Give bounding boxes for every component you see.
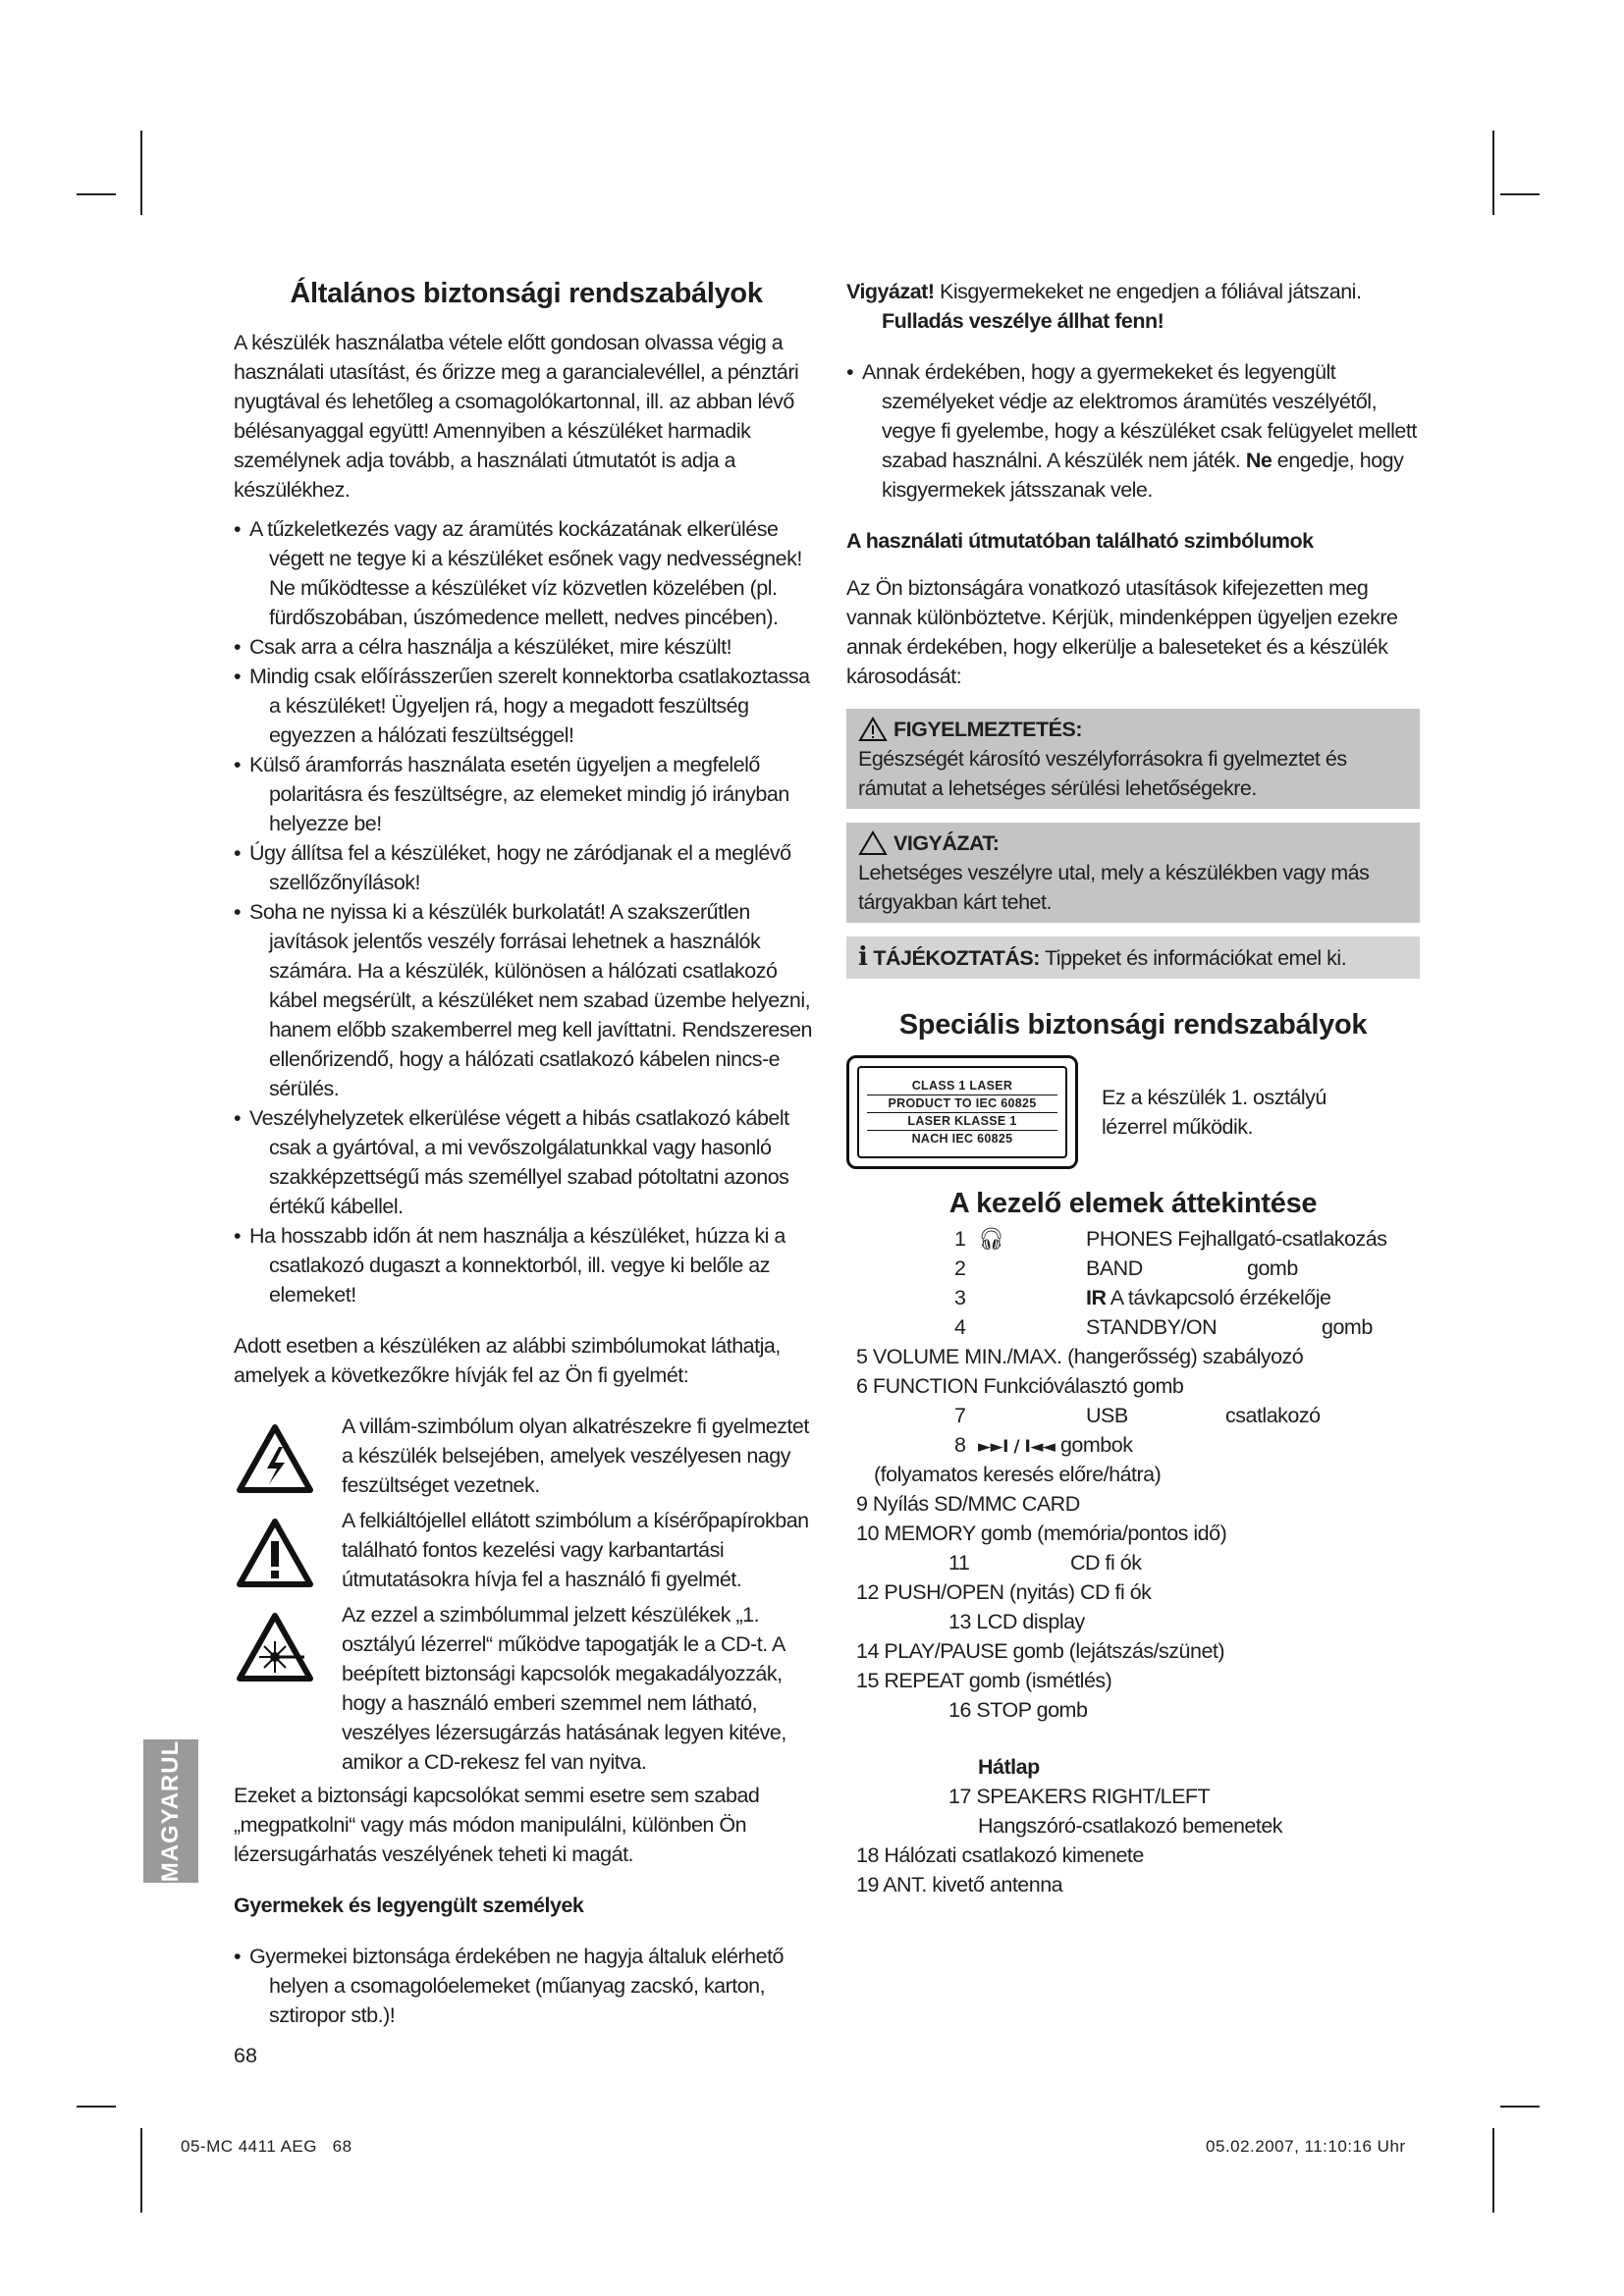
crop-mark — [140, 131, 142, 215]
list-item — [846, 357, 1420, 505]
control-text: 14 PLAY/PAUSE gomb (lejátszás/szünet) — [856, 1639, 1225, 1663]
info-text: Tippeket és információkat emel ki. — [1039, 946, 1347, 970]
special-safety-title: Speciális biztonsági rendszabályok — [898, 1009, 1368, 1041]
warning-text: Egészségét károsító veszélyforrásokra fi gyelmeztet és rámutat a lehetséges sérülési lehetőségekre. — [858, 747, 1347, 800]
control-item — [856, 1342, 1420, 1371]
children-bullet-list — [234, 1942, 819, 2030]
list-item: • Mindig csak előírásszerűen szerelt konnektorba csatlakoztassa a készüléket! Ügyeljen rá, hogy a megadott feszültség egyezzen a hálózati feszültséggel! — [234, 662, 819, 750]
control-text-rest: gombok — [1055, 1433, 1133, 1457]
caution-box-title: VIGYÁZAT: — [893, 831, 1000, 855]
crop-mark — [1492, 2128, 1494, 2213]
control-text: 19 ANT. kivető antenna — [856, 1873, 1063, 1896]
caution-triangle-icon — [858, 830, 888, 856]
control-text: 15 REPEAT gomb (ismétlés) — [856, 1669, 1112, 1692]
laser-label-line: NACH IEC 60825 — [911, 1131, 1013, 1146]
intro-paragraph: A készülék használatba vétele előtt gondosan olvassa végig a használati utasítást, és őrizze meg a garancialevéllel, a pénztári nyugtával és lehetőleg a csomagolókartonnal, ill. az abban lévő bélésanyaggal együtt! Amennyiben a készüléket harmadik személynek adja tovább, a használati útmutatót is adja a készülékhez. — [234, 331, 799, 502]
info-box — [846, 936, 1420, 979]
control-text: 10 MEMORY gomb (memória/pontos idő) — [856, 1522, 1227, 1545]
lightning-warning-icon — [236, 1423, 314, 1502]
info-title: TÁJÉKOZTATÁS: — [873, 946, 1040, 970]
controls-title: A kezelő elemek áttekintése — [948, 1188, 1318, 1219]
interlock-paragraph: Ezeket a biztonsági kapcsolókat semmi esetre sem szabad „megpatkolni“ vagy más módon manipulálni, különben Ön lézersugárhatás veszélyének teheti ki magát. — [234, 1784, 760, 1866]
control-number: 7 — [954, 1404, 966, 1427]
caution-box — [846, 823, 1420, 923]
control-text: gomb — [1322, 1315, 1373, 1339]
controls-list — [856, 1224, 1420, 1899]
info-icon: i — [858, 942, 868, 972]
laser-label-line: CLASS 1 LASER — [867, 1078, 1056, 1095]
control-text — [1086, 1283, 1330, 1312]
control-item — [856, 1401, 1420, 1430]
control-text: PHONES Fejhallgató-csatlakozás — [1086, 1227, 1387, 1251]
laser-row — [846, 1055, 1420, 1169]
symbol-text: A villám-szimbólum olyan alkatrészekre fi gyelmeztet a készülék belsejében, amelyek veszélyesen nagy feszültséget vezetnek. — [342, 1415, 809, 1497]
caution-box-text: Lehetséges veszélyre utal, mely a készülékben vagy más tárgyakban kárt tehet. — [858, 861, 1370, 914]
crop-mark — [1500, 193, 1540, 195]
control-item — [856, 1224, 1420, 1254]
caution-bold: Fulladás veszélye állhat fenn! — [882, 309, 1164, 333]
control-text: STANDBY/ON — [1086, 1315, 1218, 1339]
crop-mark — [140, 2128, 142, 2213]
control-text: 6 FUNCTION Funkcióválasztó gomb — [856, 1374, 1184, 1398]
warning-box-header — [858, 715, 1410, 744]
control-text-rest: A távkapcsoló érzékelője — [1106, 1286, 1331, 1309]
control-number: 4 — [954, 1315, 966, 1339]
control-number: 8 — [954, 1433, 966, 1457]
control-item — [856, 1283, 1420, 1312]
control-number: 11 — [948, 1551, 970, 1575]
control-item — [856, 1841, 1420, 1870]
control-item — [856, 1371, 1420, 1401]
symbol-row-exclamation — [234, 1506, 819, 1596]
manual-symbols-heading: A használati útmutatóban található szimbólumok — [846, 529, 1314, 553]
back-panel-heading: Hátlap — [978, 1755, 1040, 1779]
warning-box — [846, 709, 1420, 809]
control-item — [856, 1607, 1420, 1636]
control-text: USB — [1086, 1404, 1128, 1427]
symbol-row-lightning — [234, 1412, 819, 1502]
control-item — [856, 1489, 1420, 1519]
list-item: • Úgy állítsa fel a készüléket, hogy ne záródjanak el a meglévő szellőzőnyílások! — [234, 838, 819, 897]
child-bullet-list — [846, 357, 1420, 505]
control-text: gomb — [1247, 1256, 1298, 1280]
control-text: 12 PUSH/OPEN (nyitás) CD fi ók — [856, 1580, 1152, 1604]
symbols-intro: Adott esetben a készüléken az alábbi szimbólumokat láthatja, amelyek a következőkre hívják fel az Ön fi gyelmét: — [234, 1334, 781, 1387]
crop-mark — [77, 2106, 116, 2108]
laser-text: Ez a készülék 1. osztályú lézerrel működik. — [1102, 1086, 1326, 1139]
control-item — [856, 1519, 1420, 1548]
child-bullet-text: Annak érdekében, hogy a gyermekeket és legyengült személyeket védje az elektromos áramütés veszélyétől, vegye fi gyelembe, hogy a készüléket csak felügyelet mellett szabad használni. A készülék nem játék. — [862, 360, 1417, 472]
warning-title: FIGYELMEZTETÉS: — [893, 718, 1082, 741]
control-text: 9 Nyílás SD/MMC CARD — [856, 1492, 1080, 1516]
child-bullet-text-end: engedje, hogy kisgyermekek játsszanak vele. — [882, 449, 1404, 502]
control-item — [856, 1870, 1420, 1899]
list-item: • A tűzkeletkezés vagy az áramütés kockázatának elkerülése végett ne tegye ki a készüléket esőnek vagy nedvességnek! Ne működtesse a készüléket víz közvetlen közelében (pl. fürdőszobában, úszómedence mellett, nedves pincében). — [234, 514, 819, 632]
control-item — [856, 1430, 1420, 1460]
list-item: • Veszélyhelyzetek elkerülése végett a hibás csatlakozó kábelt csak a gyártóval, a mi vevőszolgálatunkkal vagy hasonló szakképzettségű más személlyel szabad pótoltatni azonos értékű kábellel. — [234, 1103, 819, 1221]
exclamation-warning-icon — [236, 1518, 314, 1596]
control-text: 13 LCD display — [948, 1610, 1085, 1633]
control-text: csatlakozó — [1225, 1404, 1321, 1427]
control-text: 17 SPEAKERS RIGHT/LEFT — [948, 1785, 1211, 1808]
control-item — [856, 1752, 1420, 1782]
safety-bullet-list — [234, 514, 819, 1309]
caution-box-header — [858, 828, 1410, 858]
symbol-row-laser — [234, 1600, 819, 1777]
symbol-text: A felkiáltójellel ellátott szimbólum a kísérőpapírokban található fontos kezelési vagy karbantartási útmutatásokra hívja fel a használó fi gyelmét. — [342, 1509, 809, 1591]
control-item — [856, 1811, 1420, 1841]
list-item: • Csak arra a célra használja a készüléket, mire készült! — [234, 632, 819, 662]
list-item: • Külső áramforrás használata esetén ügyeljen a megfelelő polaritásra és feszültségre, az elemeket mindig jó irányban helyezze be! — [234, 750, 819, 838]
laser-class-label — [846, 1055, 1078, 1169]
control-item — [856, 1312, 1420, 1342]
control-item — [856, 1548, 1420, 1577]
crop-mark — [1500, 2106, 1540, 2108]
child-bullet-bold: Ne — [1245, 449, 1272, 472]
caution-bold-line — [846, 306, 1420, 336]
caution-text: Kisgyermekeket ne engedjen a fóliával játszani. — [934, 280, 1362, 303]
control-bold: IR — [1086, 1286, 1107, 1309]
control-item — [856, 1460, 1420, 1489]
page-number: 68 — [234, 2044, 257, 2067]
children-heading: Gyermekek és legyengült személyek — [234, 1894, 584, 1917]
control-item — [856, 1666, 1420, 1695]
control-text: (folyamatos keresés előre/hátra) — [874, 1463, 1162, 1486]
general-safety-title: Általános biztonsági rendszabályok — [290, 278, 763, 309]
laser-warning-icon — [236, 1612, 314, 1690]
right-column — [846, 277, 1420, 1899]
control-item — [856, 1636, 1420, 1666]
control-text: 16 STOP gomb — [948, 1698, 1088, 1722]
left-column — [234, 277, 819, 2030]
language-tab-label: MAGYARUL — [157, 1739, 184, 1883]
control-number: 3 — [954, 1286, 966, 1309]
list-item: • Soha ne nyissa ki a készülék burkolatát! A szakszerűtlen javítások jelentős veszély forrásai lehetnek a használók számára. Ha a készülék, különösen a hálózati csatlakozó kábel megsérült, a készüléket nem szabad üzembe helyezni, hanem előbb szakemberrel meg kell javíttatni. Rendszeresen ellenőrizendő, hogy a hálózati csatlakozó kábelen nincs-e sérülés. — [234, 897, 819, 1103]
control-number: 1 — [954, 1227, 966, 1251]
laser-label-line: PRODUCT TO IEC 60825 — [867, 1095, 1056, 1113]
caution-label: Vigyázat! — [846, 280, 935, 303]
manual-symbols-paragraph: Az Ön biztonságára vonatkozó utasítások kifejezetten meg vannak különböztetve. Kérjük, mindenképpen ügyeljen ezekre annak érdekében, hogy elkerülje a baleseteket és a készülék károsodását: — [846, 576, 1398, 688]
list-item: • Gyermekei biztonsága érdekében ne hagyja általuk elérhető helyen a csomagolóelemeket (műanyag zacskó, karton, sztiropor stb.)! — [234, 1942, 819, 2030]
control-text — [978, 1430, 1132, 1462]
control-item — [856, 1782, 1420, 1811]
laser-label-line: LASER KLASSE 1 — [867, 1113, 1056, 1131]
control-text: Hangszóró-csatlakozó bemenetek — [978, 1814, 1283, 1838]
control-number: 2 — [954, 1256, 966, 1280]
caution-line — [846, 277, 1420, 306]
warning-triangle-icon — [858, 717, 888, 742]
control-text: 5 VOLUME MIN./MAX. (hangerősség) szabályozó — [856, 1345, 1304, 1368]
footer-right: 05.02.2007, 11:10:16 Uhr — [1206, 2137, 1406, 2156]
control-text: CD fi ók — [1070, 1551, 1142, 1575]
control-item — [856, 1695, 1420, 1725]
symbol-text: Az ezzel a szimbólummal jelzett készülékek „1. osztályú lézerrel“ működve tapogatják le a CD-t. A beépített biztonsági kapcsolók megakadályozzák, hogy a használó emberi szemmel nem látható, veszélyes lézersugárzás hatásának legyen kitéve, amikor a CD-rekesz fel van nyitva. — [342, 1603, 786, 1774]
crop-mark — [77, 193, 116, 195]
control-item — [856, 1577, 1420, 1607]
control-text: 18 Hálózati csatlakozó kimenete — [856, 1843, 1144, 1867]
list-item: • Ha hosszabb időn át nem használja a készüléket, húzza ki a csatlakozó dugaszt a konnektorból, ill. vegye ki belőle az elemeket! — [234, 1221, 819, 1309]
headphones-icon: 🎧︎ — [978, 1227, 1004, 1251]
skip-icon: ►►I / I◄◄ — [978, 1437, 1056, 1457]
footer-left: 05-MC 4411 AEG 68 — [181, 2137, 352, 2156]
crop-mark — [1492, 131, 1494, 215]
language-tab — [143, 1739, 198, 1883]
control-item — [856, 1254, 1420, 1283]
control-text: BAND — [1086, 1256, 1143, 1280]
